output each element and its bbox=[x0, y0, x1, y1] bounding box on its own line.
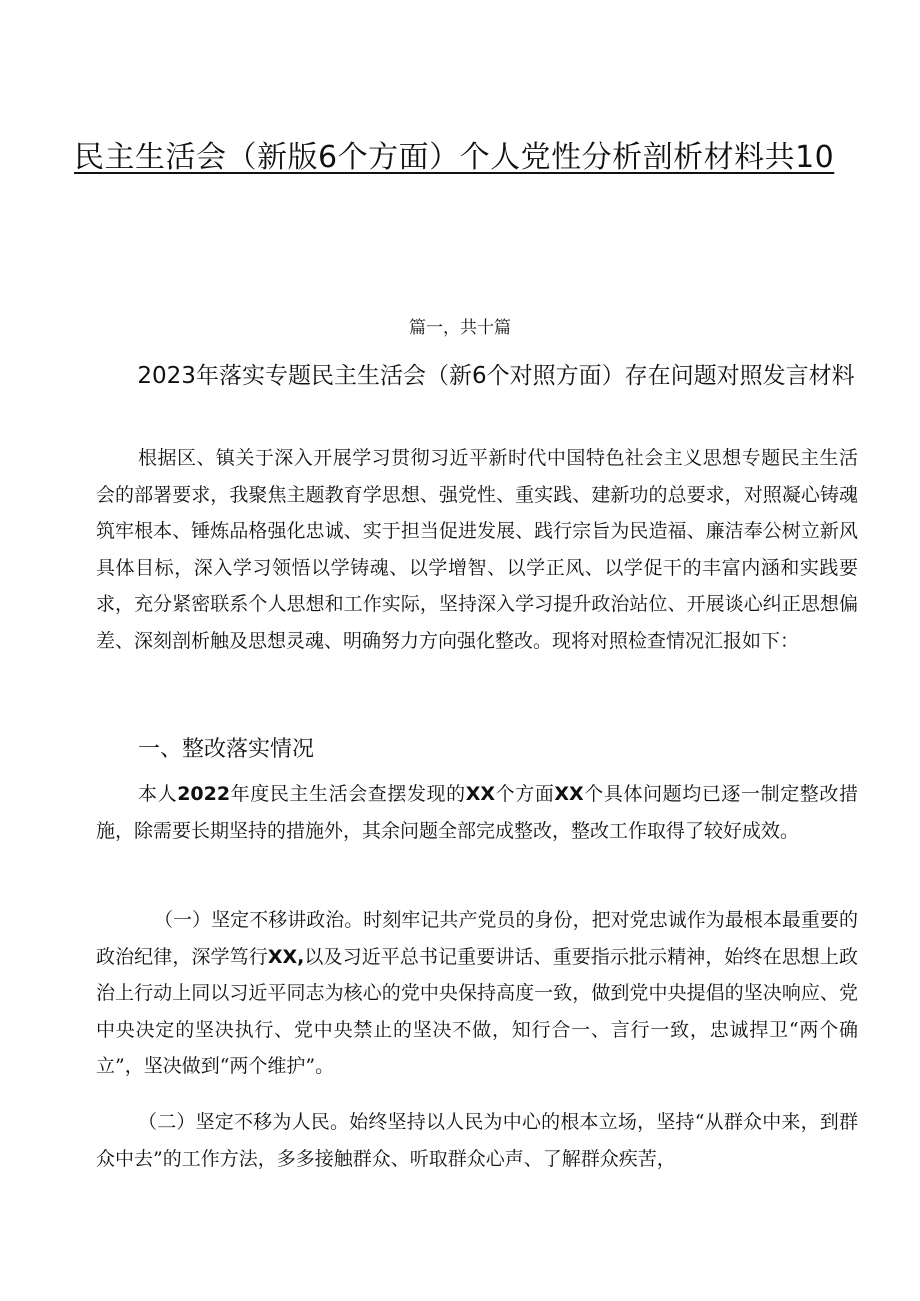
section-heading: 一、整改落实情况 bbox=[138, 737, 315, 762]
summary-paragraph bbox=[96, 776, 858, 849]
summary-text: 个具体问题均已逐一制定整改措施，除需要长期坚持的措施外，其余问题全部完成整改，整改工作取得了较好成效。 bbox=[96, 783, 858, 842]
summary-placeholder: XX bbox=[465, 783, 496, 805]
item-one-text: （一）坚定不移讲政治。时刻牢记共产党员的身份，把对党忠诚作为最根本最重要的政治纪律，深学笃行 bbox=[96, 909, 858, 968]
item-two-paragraph: （二）坚定不移为人民。始终坚持以人民为中心的根本立场，坚持“从群众中来，到群众中去”的工作方法，多多接触群众、听取群众心声、了解群众疾苦， bbox=[96, 1111, 858, 1170]
summary-placeholder: XX bbox=[554, 783, 584, 805]
summary-text: 本人 bbox=[138, 783, 178, 805]
document-title: 民主生活会（新版6个方面）个人党性分析剖析材料共10 bbox=[74, 140, 835, 175]
summary-text: 年度民主生活会查摆发现的 bbox=[230, 783, 466, 805]
part-label: 篇一，共十篇 bbox=[409, 318, 511, 338]
summary-text: 个方面 bbox=[495, 783, 555, 805]
intro-paragraph: 根据区、镇关于深入开展学习贯彻习近平新时代中国特色社会主义思想专题民主生活会的部署要求，我聚焦主题教育学思想、强党性、重实践、建新功的总要求，对照凝心铸魂筑牢根本、锤炼品格强化忠诚、实于担当促进发展、践行宗旨为民造福、廉洁奉公树立新风具体目标，深入学习领悟以学铸魂、以学增智、以学正风、以学促干的丰富内涵和实践要求，充分紧密联系个人思想和工作实际，坚持深入学习提升政治站位、开展谈心纠正思想偏差、深刻剖析触及思想灵魂、明确努力方向强化整改。现将对照检查情况汇报如下： bbox=[96, 447, 858, 652]
item-one-placeholder: XX, bbox=[267, 945, 305, 968]
item-one-paragraph bbox=[96, 902, 858, 1085]
item-one-text: 以及习近平总书记重要讲话、重要指示批示精神，始终在思想上政治上行动上同以习近平同志为核心的党中央保持高度一致，做到党中央提倡的坚决响应、党中央决定的坚决执行、党中央禁止的坚决不做，知行合一、言行一致，忠诚捍卫“两个确立”，坚决做到“两个维护”。 bbox=[96, 945, 858, 1078]
summary-year: 2022 bbox=[177, 783, 231, 805]
sub-title: 2023年落实专题民主生活会（新6个对照方面）存在问题对照发言材料 bbox=[137, 363, 855, 389]
